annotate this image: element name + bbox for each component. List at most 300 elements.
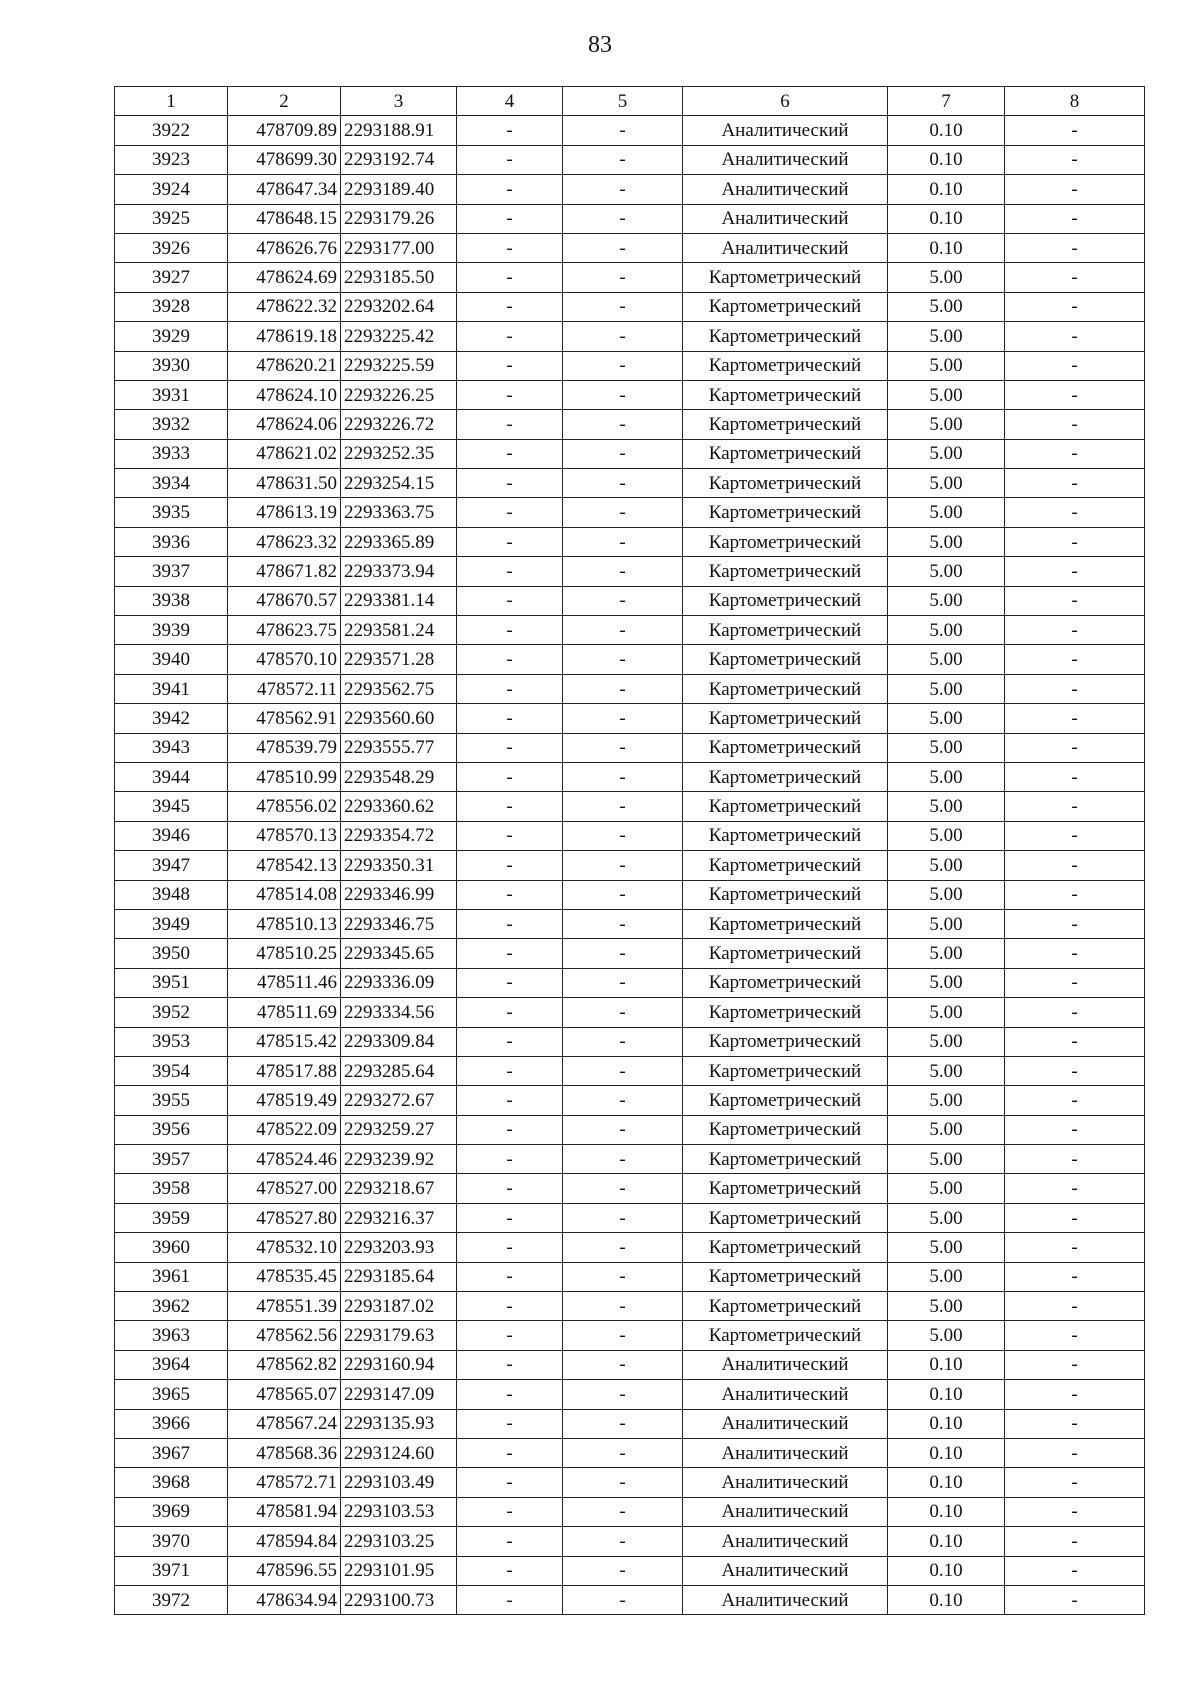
x-coordinate-cell: 478515.42 (228, 1027, 341, 1056)
accuracy-cell: 5.00 (888, 557, 1005, 586)
accuracy-cell: 0.10 (888, 1497, 1005, 1526)
column-5-cell: - (563, 1086, 683, 1115)
column-5-cell: - (563, 762, 683, 791)
x-coordinate-cell: 478570.13 (228, 821, 341, 850)
point-number-cell: 3948 (115, 880, 228, 909)
column-8-cell: - (1005, 380, 1145, 409)
column-4-cell: - (457, 1292, 563, 1321)
column-4-cell: - (457, 586, 563, 615)
point-number-cell: 3927 (115, 263, 228, 292)
accuracy-cell: 5.00 (888, 704, 1005, 733)
column-5-cell: - (563, 939, 683, 968)
column-5-cell: - (563, 616, 683, 645)
x-coordinate-cell: 478511.69 (228, 998, 341, 1027)
column-4-cell: - (457, 263, 563, 292)
column-8-cell: - (1005, 1409, 1145, 1438)
point-number-cell: 3961 (115, 1262, 228, 1291)
accuracy-cell: 5.00 (888, 762, 1005, 791)
point-number-cell: 3972 (115, 1585, 228, 1614)
column-header: 7 (888, 87, 1005, 116)
method-cell: Аналитический (683, 1380, 888, 1409)
y-coordinate-cell: 2293203.93 (341, 1233, 457, 1262)
x-coordinate-cell: 478670.57 (228, 586, 341, 615)
table-row (115, 145, 1145, 174)
column-4-cell: - (457, 880, 563, 909)
column-8-cell: - (1005, 1203, 1145, 1232)
column-8-cell: - (1005, 1292, 1145, 1321)
table-row (115, 322, 1145, 351)
point-number-cell: 3930 (115, 351, 228, 380)
method-cell: Аналитический (683, 145, 888, 174)
accuracy-cell: 5.00 (888, 645, 1005, 674)
column-4-cell: - (457, 204, 563, 233)
table-row (115, 1292, 1145, 1321)
column-4-cell: - (457, 1145, 563, 1174)
x-coordinate-cell: 478527.00 (228, 1174, 341, 1203)
table-row (115, 1174, 1145, 1203)
table-row (115, 1203, 1145, 1232)
x-coordinate-cell: 478619.18 (228, 322, 341, 351)
column-4-cell: - (457, 1527, 563, 1556)
y-coordinate-cell: 2293285.64 (341, 1056, 457, 1085)
method-cell: Картометрический (683, 851, 888, 880)
table-row (115, 233, 1145, 262)
method-cell: Картометрический (683, 469, 888, 498)
accuracy-cell: 0.10 (888, 1438, 1005, 1467)
column-5-cell: - (563, 292, 683, 321)
y-coordinate-cell: 2293187.02 (341, 1292, 457, 1321)
column-4-cell: - (457, 469, 563, 498)
table-row (115, 527, 1145, 556)
accuracy-cell: 0.10 (888, 1585, 1005, 1614)
x-coordinate-cell: 478594.84 (228, 1527, 341, 1556)
accuracy-cell: 5.00 (888, 616, 1005, 645)
x-coordinate-cell: 478562.56 (228, 1321, 341, 1350)
table-row (115, 998, 1145, 1027)
point-number-cell: 3947 (115, 851, 228, 880)
column-4-cell: - (457, 1497, 563, 1526)
column-header: 5 (563, 87, 683, 116)
column-8-cell: - (1005, 645, 1145, 674)
column-4-cell: - (457, 145, 563, 174)
column-4-cell: - (457, 557, 563, 586)
column-5-cell: - (563, 586, 683, 615)
accuracy-cell: 5.00 (888, 1086, 1005, 1115)
column-8-cell: - (1005, 175, 1145, 204)
point-number-cell: 3952 (115, 998, 228, 1027)
column-8-cell: - (1005, 1086, 1145, 1115)
x-coordinate-cell: 478511.46 (228, 968, 341, 997)
method-cell: Картометрический (683, 939, 888, 968)
column-8-cell: - (1005, 704, 1145, 733)
column-4-cell: - (457, 1409, 563, 1438)
column-5-cell: - (563, 1145, 683, 1174)
column-5-cell: - (563, 645, 683, 674)
accuracy-cell: 5.00 (888, 439, 1005, 468)
column-5-cell: - (563, 1497, 683, 1526)
column-8-cell: - (1005, 498, 1145, 527)
column-5-cell: - (563, 1468, 683, 1497)
column-8-cell: - (1005, 233, 1145, 262)
point-number-cell: 3969 (115, 1497, 228, 1526)
x-coordinate-cell: 478631.50 (228, 469, 341, 498)
x-coordinate-cell: 478624.10 (228, 380, 341, 409)
accuracy-cell: 0.10 (888, 116, 1005, 145)
column-5-cell: - (563, 1409, 683, 1438)
column-8-cell: - (1005, 1438, 1145, 1467)
point-number-cell: 3941 (115, 674, 228, 703)
table-body (115, 116, 1145, 1615)
y-coordinate-cell: 2293225.42 (341, 322, 457, 351)
table-row (115, 498, 1145, 527)
column-4-cell: - (457, 909, 563, 938)
column-5-cell: - (563, 821, 683, 850)
column-4-cell: - (457, 1056, 563, 1085)
column-8-cell: - (1005, 1115, 1145, 1144)
column-4-cell: - (457, 439, 563, 468)
column-5-cell: - (563, 733, 683, 762)
method-cell: Картометрический (683, 1321, 888, 1350)
point-number-cell: 3954 (115, 1056, 228, 1085)
column-8-cell: - (1005, 1027, 1145, 1056)
point-number-cell: 3923 (115, 145, 228, 174)
x-coordinate-cell: 478551.39 (228, 1292, 341, 1321)
column-4-cell: - (457, 322, 563, 351)
method-cell: Аналитический (683, 175, 888, 204)
point-number-cell: 3943 (115, 733, 228, 762)
x-coordinate-cell: 478596.55 (228, 1556, 341, 1585)
column-header: 1 (115, 87, 228, 116)
point-number-cell: 3934 (115, 469, 228, 498)
column-8-cell: - (1005, 1350, 1145, 1379)
column-header: 2 (228, 87, 341, 116)
accuracy-cell: 5.00 (888, 1056, 1005, 1085)
column-8-cell: - (1005, 1527, 1145, 1556)
y-coordinate-cell: 2293560.60 (341, 704, 457, 733)
point-number-cell: 3935 (115, 498, 228, 527)
column-5-cell: - (563, 1350, 683, 1379)
column-5-cell: - (563, 1438, 683, 1467)
accuracy-cell: 5.00 (888, 792, 1005, 821)
accuracy-cell: 0.10 (888, 1350, 1005, 1379)
column-8-cell: - (1005, 792, 1145, 821)
column-8-cell: - (1005, 733, 1145, 762)
y-coordinate-cell: 2293147.09 (341, 1380, 457, 1409)
accuracy-cell: 5.00 (888, 322, 1005, 351)
column-5-cell: - (563, 1115, 683, 1144)
accuracy-cell: 0.10 (888, 1468, 1005, 1497)
accuracy-cell: 5.00 (888, 527, 1005, 556)
method-cell: Картометрический (683, 1233, 888, 1262)
method-cell: Картометрический (683, 410, 888, 439)
table-row (115, 1115, 1145, 1144)
column-8-cell: - (1005, 1056, 1145, 1085)
method-cell: Картометрический (683, 733, 888, 762)
y-coordinate-cell: 2293100.73 (341, 1585, 457, 1614)
point-number-cell: 3931 (115, 380, 228, 409)
point-number-cell: 3971 (115, 1556, 228, 1585)
method-cell: Аналитический (683, 233, 888, 262)
method-cell: Аналитический (683, 1497, 888, 1526)
column-5-cell: - (563, 233, 683, 262)
method-cell: Картометрический (683, 557, 888, 586)
column-4-cell: - (457, 1203, 563, 1232)
column-4-cell: - (457, 1556, 563, 1585)
y-coordinate-cell: 2293350.31 (341, 851, 457, 880)
method-cell: Картометрический (683, 586, 888, 615)
table-row (115, 939, 1145, 968)
x-coordinate-cell: 478570.10 (228, 645, 341, 674)
method-cell: Картометрический (683, 704, 888, 733)
method-cell: Картометрический (683, 322, 888, 351)
accuracy-cell: 5.00 (888, 1233, 1005, 1262)
y-coordinate-cell: 2293309.84 (341, 1027, 457, 1056)
table-row (115, 968, 1145, 997)
point-number-cell: 3950 (115, 939, 228, 968)
table-header (115, 87, 1145, 116)
x-coordinate-cell: 478624.06 (228, 410, 341, 439)
method-cell: Аналитический (683, 1438, 888, 1467)
x-coordinate-cell: 478568.36 (228, 1438, 341, 1467)
column-8-cell: - (1005, 1321, 1145, 1350)
column-8-cell: - (1005, 939, 1145, 968)
table-row (115, 469, 1145, 498)
method-cell: Картометрический (683, 792, 888, 821)
column-4-cell: - (457, 674, 563, 703)
column-8-cell: - (1005, 439, 1145, 468)
accuracy-cell: 5.00 (888, 998, 1005, 1027)
y-coordinate-cell: 2293254.15 (341, 469, 457, 498)
method-cell: Картометрический (683, 1174, 888, 1203)
column-header: 6 (683, 87, 888, 116)
y-coordinate-cell: 2293336.09 (341, 968, 457, 997)
column-4-cell: - (457, 233, 563, 262)
table-row (115, 1027, 1145, 1056)
point-number-cell: 3949 (115, 909, 228, 938)
method-cell: Картометрический (683, 439, 888, 468)
method-cell: Картометрический (683, 1086, 888, 1115)
column-5-cell: - (563, 880, 683, 909)
method-cell: Аналитический (683, 1350, 888, 1379)
column-5-cell: - (563, 527, 683, 556)
x-coordinate-cell: 478510.99 (228, 762, 341, 791)
x-coordinate-cell: 478623.32 (228, 527, 341, 556)
accuracy-cell: 5.00 (888, 968, 1005, 997)
point-number-cell: 3966 (115, 1409, 228, 1438)
y-coordinate-cell: 2293226.72 (341, 410, 457, 439)
accuracy-cell: 5.00 (888, 674, 1005, 703)
column-4-cell: - (457, 1027, 563, 1056)
column-5-cell: - (563, 1292, 683, 1321)
accuracy-cell: 5.00 (888, 1145, 1005, 1174)
x-coordinate-cell: 478581.94 (228, 1497, 341, 1526)
point-number-cell: 3963 (115, 1321, 228, 1350)
column-header: 8 (1005, 87, 1145, 116)
method-cell: Картометрический (683, 645, 888, 674)
method-cell: Картометрический (683, 527, 888, 556)
y-coordinate-cell: 2293103.25 (341, 1527, 457, 1556)
column-8-cell: - (1005, 674, 1145, 703)
column-8-cell: - (1005, 1262, 1145, 1291)
column-8-cell: - (1005, 880, 1145, 909)
table-row (115, 1321, 1145, 1350)
point-number-cell: 3932 (115, 410, 228, 439)
x-coordinate-cell: 478565.07 (228, 1380, 341, 1409)
point-number-cell: 3960 (115, 1233, 228, 1262)
column-5-cell: - (563, 674, 683, 703)
column-8-cell: - (1005, 410, 1145, 439)
column-header: 4 (457, 87, 563, 116)
y-coordinate-cell: 2293226.25 (341, 380, 457, 409)
table-row (115, 204, 1145, 233)
y-coordinate-cell: 2293177.00 (341, 233, 457, 262)
point-number-cell: 3968 (115, 1468, 228, 1497)
accuracy-cell: 5.00 (888, 939, 1005, 968)
accuracy-cell: 5.00 (888, 1115, 1005, 1144)
point-number-cell: 3955 (115, 1086, 228, 1115)
y-coordinate-cell: 2293188.91 (341, 116, 457, 145)
x-coordinate-cell: 478624.69 (228, 263, 341, 292)
x-coordinate-cell: 478532.10 (228, 1233, 341, 1262)
column-4-cell: - (457, 645, 563, 674)
column-5-cell: - (563, 998, 683, 1027)
column-5-cell: - (563, 380, 683, 409)
column-4-cell: - (457, 380, 563, 409)
table-row (115, 1350, 1145, 1379)
column-4-cell: - (457, 792, 563, 821)
point-number-cell: 3942 (115, 704, 228, 733)
column-5-cell: - (563, 1556, 683, 1585)
column-5-cell: - (563, 557, 683, 586)
method-cell: Картометрический (683, 998, 888, 1027)
column-8-cell: - (1005, 116, 1145, 145)
point-number-cell: 3936 (115, 527, 228, 556)
method-cell: Аналитический (683, 116, 888, 145)
column-4-cell: - (457, 704, 563, 733)
accuracy-cell: 5.00 (888, 410, 1005, 439)
column-5-cell: - (563, 410, 683, 439)
column-8-cell: - (1005, 998, 1145, 1027)
accuracy-cell: 5.00 (888, 1292, 1005, 1321)
method-cell: Картометрический (683, 616, 888, 645)
x-coordinate-cell: 478572.11 (228, 674, 341, 703)
y-coordinate-cell: 2293571.28 (341, 645, 457, 674)
accuracy-cell: 5.00 (888, 351, 1005, 380)
method-cell: Картометрический (683, 968, 888, 997)
column-4-cell: - (457, 292, 563, 321)
y-coordinate-cell: 2293124.60 (341, 1438, 457, 1467)
x-coordinate-cell: 478647.34 (228, 175, 341, 204)
y-coordinate-cell: 2293346.99 (341, 880, 457, 909)
column-4-cell: - (457, 616, 563, 645)
column-5-cell: - (563, 322, 683, 351)
x-coordinate-cell: 478648.15 (228, 204, 341, 233)
x-coordinate-cell: 478535.45 (228, 1262, 341, 1291)
method-cell: Картометрический (683, 351, 888, 380)
point-number-cell: 3925 (115, 204, 228, 233)
y-coordinate-cell: 2293218.67 (341, 1174, 457, 1203)
column-4-cell: - (457, 1468, 563, 1497)
y-coordinate-cell: 2293202.64 (341, 292, 457, 321)
table-row (115, 1056, 1145, 1085)
header-row (115, 87, 1145, 116)
method-cell: Картометрический (683, 498, 888, 527)
page-number: 83 (588, 32, 612, 58)
column-8-cell: - (1005, 204, 1145, 233)
y-coordinate-cell: 2293354.72 (341, 821, 457, 850)
y-coordinate-cell: 2293365.89 (341, 527, 457, 556)
table-row (115, 1556, 1145, 1585)
column-5-cell: - (563, 1585, 683, 1614)
x-coordinate-cell: 478671.82 (228, 557, 341, 586)
accuracy-cell: 5.00 (888, 469, 1005, 498)
column-5-cell: - (563, 968, 683, 997)
column-5-cell: - (563, 469, 683, 498)
column-4-cell: - (457, 116, 563, 145)
table-row (115, 1585, 1145, 1614)
method-cell: Картометрический (683, 762, 888, 791)
method-cell: Картометрический (683, 674, 888, 703)
column-8-cell: - (1005, 469, 1145, 498)
column-4-cell: - (457, 1262, 563, 1291)
point-number-cell: 3928 (115, 292, 228, 321)
x-coordinate-cell: 478634.94 (228, 1585, 341, 1614)
table-row (115, 557, 1145, 586)
point-number-cell: 3933 (115, 439, 228, 468)
table-row (115, 909, 1145, 938)
column-8-cell: - (1005, 821, 1145, 850)
y-coordinate-cell: 2293185.50 (341, 263, 457, 292)
point-number-cell: 3951 (115, 968, 228, 997)
point-number-cell: 3953 (115, 1027, 228, 1056)
column-5-cell: - (563, 1233, 683, 1262)
column-4-cell: - (457, 527, 563, 556)
x-coordinate-cell: 478556.02 (228, 792, 341, 821)
column-5-cell: - (563, 116, 683, 145)
column-4-cell: - (457, 939, 563, 968)
x-coordinate-cell: 478709.89 (228, 116, 341, 145)
y-coordinate-cell: 2293185.64 (341, 1262, 457, 1291)
point-number-cell: 3939 (115, 616, 228, 645)
x-coordinate-cell: 478517.88 (228, 1056, 341, 1085)
x-coordinate-cell: 478620.21 (228, 351, 341, 380)
column-4-cell: - (457, 998, 563, 1027)
column-8-cell: - (1005, 1468, 1145, 1497)
accuracy-cell: 5.00 (888, 263, 1005, 292)
accuracy-cell: 5.00 (888, 292, 1005, 321)
method-cell: Картометрический (683, 1262, 888, 1291)
y-coordinate-cell: 2293345.65 (341, 939, 457, 968)
table-row (115, 1468, 1145, 1497)
y-coordinate-cell: 2293189.40 (341, 175, 457, 204)
column-8-cell: - (1005, 1556, 1145, 1585)
x-coordinate-cell: 478699.30 (228, 145, 341, 174)
x-coordinate-cell: 478562.82 (228, 1350, 341, 1379)
column-8-cell: - (1005, 263, 1145, 292)
y-coordinate-cell: 2293179.63 (341, 1321, 457, 1350)
table-row (115, 645, 1145, 674)
method-cell: Картометрический (683, 1056, 888, 1085)
point-number-cell: 3956 (115, 1115, 228, 1144)
column-4-cell: - (457, 821, 563, 850)
method-cell: Картометрический (683, 292, 888, 321)
y-coordinate-cell: 2293216.37 (341, 1203, 457, 1232)
accuracy-cell: 5.00 (888, 851, 1005, 880)
x-coordinate-cell: 478621.02 (228, 439, 341, 468)
accuracy-cell: 5.00 (888, 586, 1005, 615)
table-row (115, 263, 1145, 292)
column-5-cell: - (563, 851, 683, 880)
